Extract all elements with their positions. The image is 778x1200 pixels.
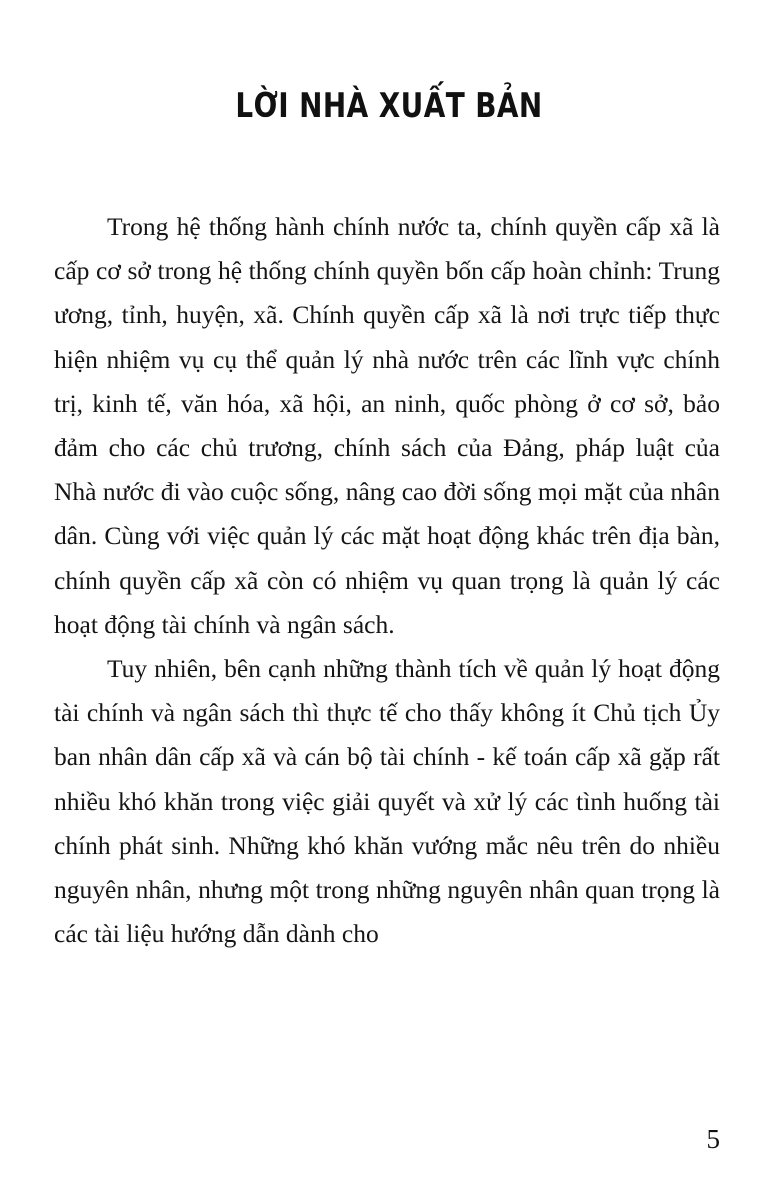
page-title: LỜI NHÀ XUẤT BẢN [235,86,543,126]
body-text [54,205,720,956]
paragraph-2: Tuy nhiên, bên cạnh những thành tích về quản lý hoạt động tài chính và ngân sách thì thực tế cho thấy không ít Chủ tịch Ủy ban nhân dân cấp xã và cán bộ tài chính - kế toán cấp xã gặp rất nhiều khó khăn trong việc giải quyết và xử lý các tình huống tài chính phát sinh. Những khó khăn vướng mắc nêu trên do nhiều nguyên nhân, nhưng một trong những nguyên nhân quan trọng là các tài liệu hướng dẫn dành cho [54,654,720,949]
paragraph-1: Trong hệ thống hành chính nước ta, chính quyền cấp xã là cấp cơ sở trong hệ thống chính quyền bốn cấp hoàn chỉnh: Trung ương, tỉnh, huyện, xã. Chính quyền cấp xã là nơi trực tiếp thực hiện nhiệm vụ cụ thể quản lý nhà nước trên các lĩnh vực chính trị, kinh tế, văn hóa, xã hội, an ninh, quốc phòng ở cơ sở, bảo đảm cho các chủ trương, chính sách của Đảng, pháp luật của Nhà nước đi vào cuộc sống, nâng cao đời sống mọi mặt của nhân dân. Cùng với việc quản lý các mặt hoạt động khác trên địa bàn, chính quyền cấp xã còn có nhiệm vụ quan trọng là quản lý các hoạt động tài chính và ngân sách. [54,212,720,639]
page-number: 5 [706,1124,720,1154]
